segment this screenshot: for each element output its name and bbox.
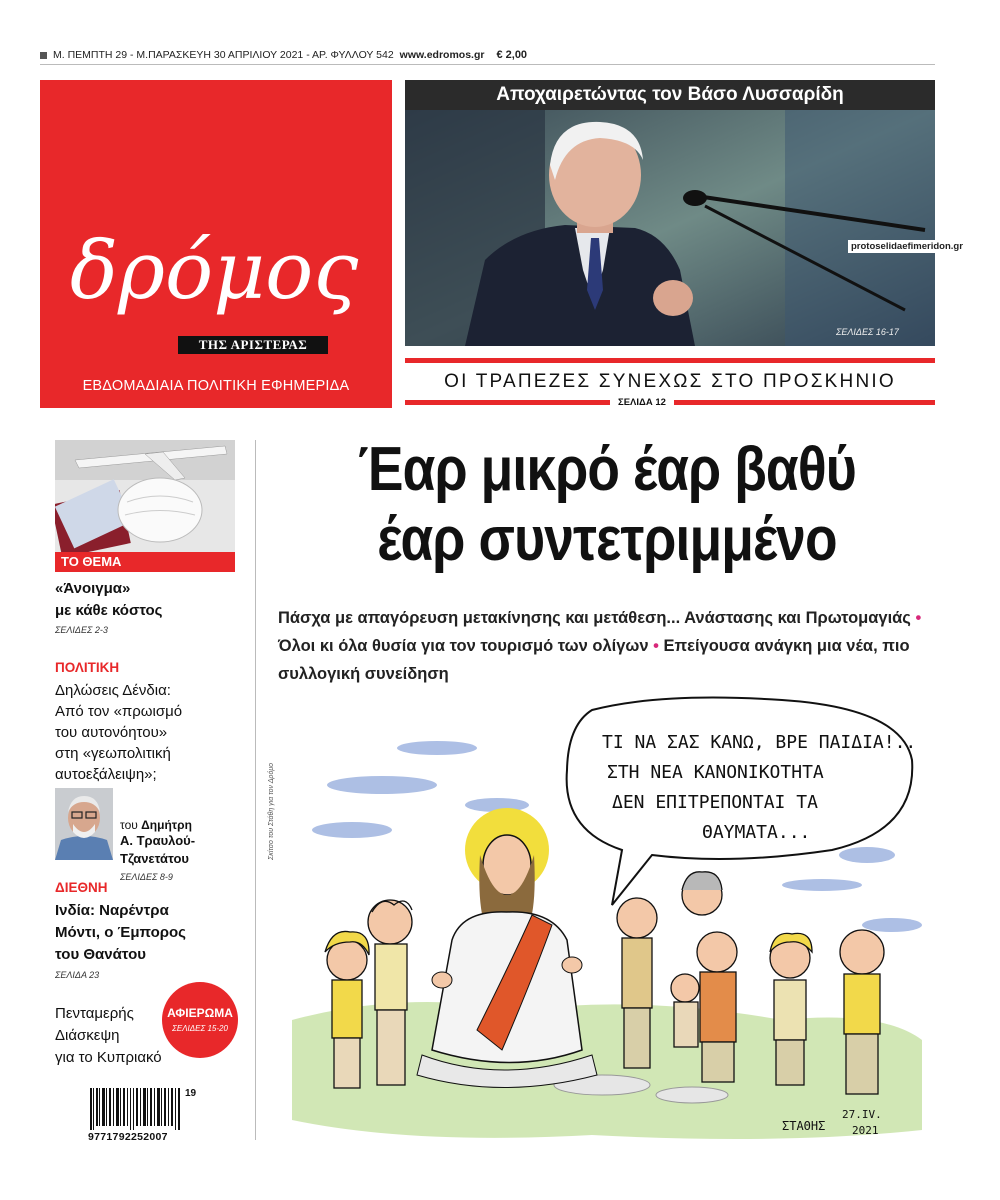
lyssaridis-photo <box>405 110 935 346</box>
politiki-line[interactable]: του αυτονόητου» <box>55 724 168 741</box>
diethni-line[interactable]: του Θανάτου <box>55 946 146 963</box>
author-photo <box>55 788 113 860</box>
cartoon-date: 27.IV. <box>842 1108 882 1121</box>
diethni-label: ΔΙΕΘΝΗ <box>55 880 108 895</box>
website-link[interactable]: www.edromos.gr <box>399 49 485 61</box>
banks-story-title[interactable]: ΟΙ ΤΡΑΠΕΖΕΣ ΣΥΝΕΧΩΣ ΣΤΟ ΠΡΟΣΚΗΝΙΟ <box>444 371 896 392</box>
logo-text: δρόμος <box>69 228 359 317</box>
column-divider <box>255 440 256 1140</box>
deck-part2: Όλοι κι όλα θυσία για τον τουρισμό των ολίγων <box>278 637 649 655</box>
masthead <box>40 80 392 408</box>
deck-bullet: • <box>653 637 659 655</box>
speech-line3: ΔΕΝ ΕΠΙΤΡΕΠΟΝΤΑΙ ΤΑ <box>612 792 818 813</box>
cyprus-line[interactable]: για το Κυπριακό <box>55 1049 162 1066</box>
deck-part3: Επείγουσα ανάγκη μια νέα, πιο συλλογική συνείδηση <box>278 637 910 683</box>
cartoon-year: 2021 <box>852 1124 879 1137</box>
banks-top-rule <box>405 358 935 363</box>
banks-story-page: ΣΕΛΙΔΑ 12 <box>610 397 674 408</box>
child-figure <box>840 930 884 1094</box>
author-first-name: Δημήτρη <box>141 818 192 832</box>
main-deck <box>278 604 938 688</box>
thema-thumbnail <box>55 440 235 552</box>
thema-pages: ΣΕΛΙΔΕΣ 2-3 <box>55 625 108 635</box>
cartoon-credit: Σκίτσο του Στάθη για τον Δρόμο <box>268 762 275 860</box>
main-headline[interactable] <box>310 435 903 575</box>
thema-line1[interactable]: «Άνοιγμα» <box>55 580 131 597</box>
logo-subtitle: ΤΗΣ ΑΡΙΣΤΕΡΑΣ <box>178 336 328 354</box>
author-name <box>120 832 240 868</box>
child-figure <box>671 974 699 1047</box>
barcode-issue: 19 <box>185 1088 197 1099</box>
newspaper-logo <box>64 228 364 318</box>
dateline <box>40 46 935 65</box>
author-byline <box>120 818 192 832</box>
deck-bullet: • <box>915 609 922 627</box>
afieroma-pages: ΣΕΛΙΔΕΣ 15-20 <box>172 1024 228 1033</box>
cyprus-line[interactable]: Διάσκεψη <box>55 1027 120 1044</box>
price: € 2,00 <box>496 49 528 61</box>
dateline-square-icon <box>40 52 47 59</box>
politiki-label: ΠΟΛΙΤΙΚΗ <box>55 660 120 675</box>
afieroma-badge[interactable] <box>162 982 238 1058</box>
barcode <box>90 1088 182 1130</box>
thema-label: ΤΟ ΘΕΜΑ <box>55 552 235 572</box>
watermark: protoselidaefimeridon.gr <box>848 240 966 253</box>
cyprus-line[interactable]: Πενταμερής <box>55 1005 134 1022</box>
afieroma-label: ΑΦΙΕΡΩΜΑ <box>167 1006 233 1020</box>
photo-story-pages: ΣΕΛΙΔΕΣ 16-17 <box>836 327 899 337</box>
cartoonist-signature: ΣΤΑΘΗΣ <box>782 1119 826 1133</box>
diethni-line[interactable]: Ινδία: Ναρέντρα <box>55 902 169 919</box>
issue-info: Μ. ΠΕΜΠΤΗ 29 - Μ.ΠΑΡΑΣΚΕΥΗ 30 ΑΠΡΙΛΙΟΥ 2021 - ΑΡ. ΦΥΛΛΟΥ 542 <box>53 49 394 61</box>
politiki-pages: ΣΕΛΙΔΕΣ 8-9 <box>120 872 173 882</box>
author-by-word: του <box>120 818 138 832</box>
tagline: ΕΒΔΟΜΑΔΙΑΙΑ ΠΟΛΙΤΙΚΗ ΕΦΗΜΕΡΙΔΑ <box>82 378 350 394</box>
politiki-line[interactable]: Δηλώσεις Δένδια: <box>55 682 171 699</box>
author-name-line: Τζανετάτου <box>120 851 189 866</box>
thema-line2[interactable]: με κάθε κόστος <box>55 602 163 619</box>
speech-line1: ΤΙ ΝΑ ΣΑΣ ΚΑΝΩ, ΒΡΕ ΠΑΙΔΙΑ!.. <box>602 732 917 753</box>
politiki-line[interactable]: αυτοεξάλειψη»; <box>55 766 157 783</box>
deck-part1: Πάσχα με απαγόρευση μετακίνησης και μετάθεση... Ανάστασης και Πρωτομαγιάς <box>278 609 911 627</box>
author-name-line: Α. Τραυλού- <box>120 833 196 848</box>
photo-story-title[interactable]: Αποχαιρετώντας τον Βάσο Λυσσαρίδη <box>405 80 935 110</box>
politiki-line[interactable]: Από τον «πρωισμό <box>55 703 183 720</box>
headline-line1: Έαρ μικρό έαρ βαθύ <box>358 435 856 504</box>
speech-line2: ΣΤΗ ΝΕΑ ΚΑΝΟΝΙΚΟΤΗΤΑ <box>607 762 824 783</box>
diethni-pages: ΣΕΛΙΔΑ 23 <box>55 970 100 980</box>
speech-line4: ΘΑΥΜΑΤΑ... <box>702 822 811 843</box>
diethni-line[interactable]: Μόντι, ο Έμπορος <box>55 924 186 941</box>
politiki-line[interactable]: στη «γεωπολιτική <box>55 745 171 762</box>
cartoon <box>262 690 937 1150</box>
barcode-number: 9771792252007 <box>88 1131 168 1143</box>
headline-line2: έαρ συντετριμμένο <box>377 505 837 574</box>
